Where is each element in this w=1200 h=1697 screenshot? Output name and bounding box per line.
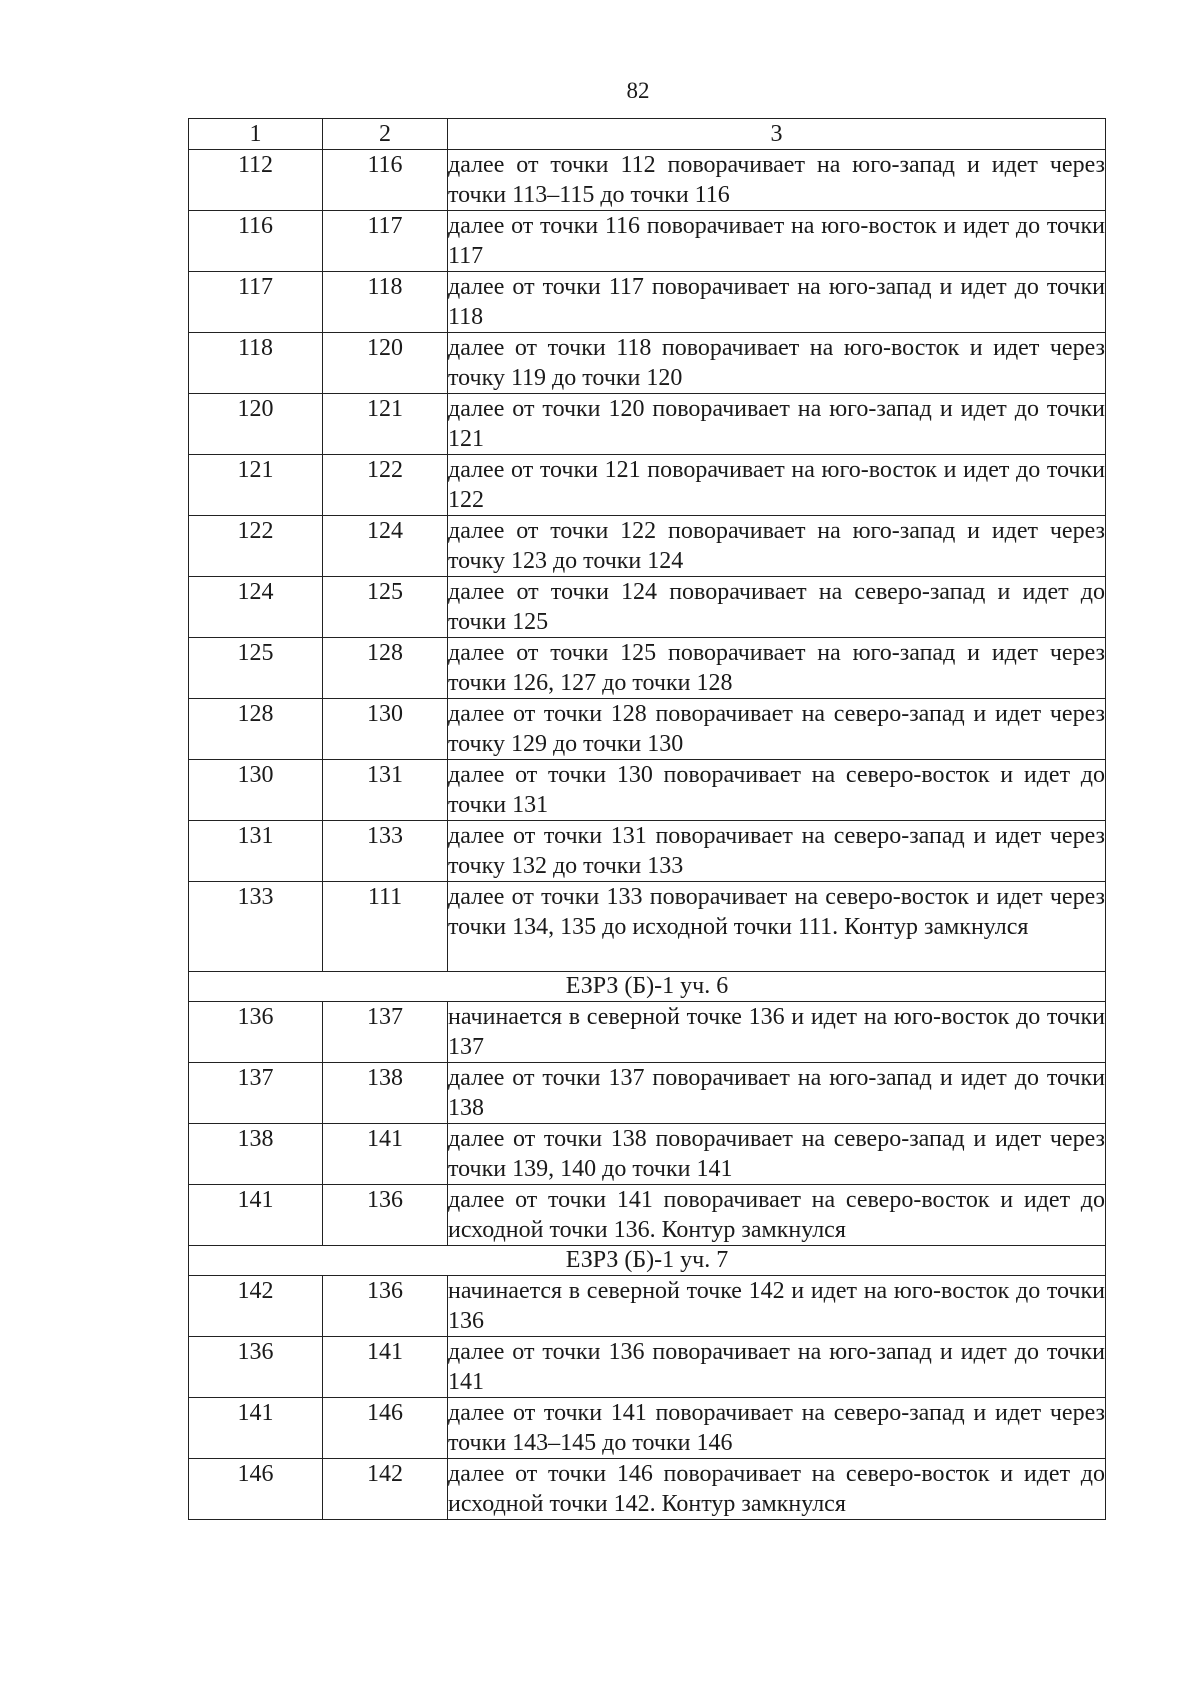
to-point-cell: 124 xyxy=(323,516,448,577)
description-cell: далее от точки 137 поворачивает на юго-запад и идет до точки 138 xyxy=(448,1063,1106,1124)
from-point-cell: 137 xyxy=(189,1063,323,1124)
table-body xyxy=(189,150,1106,1520)
table-row xyxy=(189,638,1106,699)
from-point-cell: 112 xyxy=(189,150,323,211)
table-row xyxy=(189,577,1106,638)
description-cell: далее от точки 130 поворачивает на северо-восток и идет до точки 131 xyxy=(448,760,1106,821)
from-point-cell: 116 xyxy=(189,211,323,272)
table-row xyxy=(189,1398,1106,1459)
description-cell: далее от точки 138 поворачивает на северо-запад и идет через точки 139, 140 до точки 141 xyxy=(448,1124,1106,1185)
to-point-cell: 137 xyxy=(323,1002,448,1063)
description-cell: далее от точки 118 поворачивает на юго-восток и идет через точку 119 до точки 120 xyxy=(448,333,1106,394)
table-row xyxy=(189,516,1106,577)
from-point-cell: 141 xyxy=(189,1398,323,1459)
description-cell: далее от точки 112 поворачивает на юго-запад и идет через точки 113–115 до точки 116 xyxy=(448,150,1106,211)
route-table xyxy=(188,118,1106,1520)
from-point-cell: 120 xyxy=(189,394,323,455)
table-row xyxy=(189,1459,1106,1520)
table-row xyxy=(189,394,1106,455)
to-point-cell: 142 xyxy=(323,1459,448,1520)
section-title: ЕЗРЗ (Б)-1 уч. 7 xyxy=(189,1246,1106,1276)
to-point-cell: 120 xyxy=(323,333,448,394)
from-point-cell: 142 xyxy=(189,1276,323,1337)
to-point-cell: 136 xyxy=(323,1185,448,1246)
section-title: ЕЗРЗ (Б)-1 уч. 6 xyxy=(189,972,1106,1002)
table-row xyxy=(189,211,1106,272)
table-row xyxy=(189,1337,1106,1398)
to-point-cell: 121 xyxy=(323,394,448,455)
header-row xyxy=(189,119,1106,150)
table-header xyxy=(189,119,1106,150)
description-cell: далее от точки 122 поворачивает на юго-запад и идет через точку 123 до точки 124 xyxy=(448,516,1106,577)
from-point-cell: 136 xyxy=(189,1002,323,1063)
to-point-cell: 117 xyxy=(323,211,448,272)
from-point-cell: 118 xyxy=(189,333,323,394)
to-point-cell: 136 xyxy=(323,1276,448,1337)
to-point-cell: 146 xyxy=(323,1398,448,1459)
from-point-cell: 125 xyxy=(189,638,323,699)
from-point-cell: 136 xyxy=(189,1337,323,1398)
header-col-2: 2 xyxy=(323,119,448,150)
table-row xyxy=(189,1276,1106,1337)
description-cell: далее от точки 125 поворачивает на юго-запад и идет через точки 126, 127 до точки 128 xyxy=(448,638,1106,699)
table-row xyxy=(189,333,1106,394)
to-point-cell: 130 xyxy=(323,699,448,760)
to-point-cell: 141 xyxy=(323,1124,448,1185)
description-cell: далее от точки 117 поворачивает на юго-запад и идет до точки 118 xyxy=(448,272,1106,333)
from-point-cell: 124 xyxy=(189,577,323,638)
table-row xyxy=(189,272,1106,333)
table-row xyxy=(189,455,1106,516)
section-row xyxy=(189,972,1106,1002)
to-point-cell: 116 xyxy=(323,150,448,211)
description-cell: далее от точки 136 поворачивает на юго-запад и идет до точки 141 xyxy=(448,1337,1106,1398)
description-cell: далее от точки 124 поворачивает на северо-запад и идет до точки 125 xyxy=(448,577,1106,638)
page-number: 82 xyxy=(626,78,650,103)
table-row xyxy=(189,821,1106,882)
description-cell: далее от точки 141 поворачивает на северо-запад и идет через точки 143–145 до точки 146 xyxy=(448,1398,1106,1459)
from-point-cell: 141 xyxy=(189,1185,323,1246)
table-row xyxy=(189,1063,1106,1124)
to-point-cell: 138 xyxy=(323,1063,448,1124)
table-row xyxy=(189,699,1106,760)
description-cell: далее от точки 131 поворачивает на северо-запад и идет через точку 132 до точки 133 xyxy=(448,821,1106,882)
from-point-cell: 121 xyxy=(189,455,323,516)
from-point-cell: 122 xyxy=(189,516,323,577)
from-point-cell: 117 xyxy=(189,272,323,333)
description-cell: далее от точки 141 поворачивает на северо-восток и идет до исходной точки 136. Контур замкнулся xyxy=(448,1185,1106,1246)
table-row xyxy=(189,150,1106,211)
table-row xyxy=(189,1002,1106,1063)
table-row xyxy=(189,760,1106,821)
to-point-cell: 131 xyxy=(323,760,448,821)
description-cell: далее от точки 120 поворачивает на юго-запад и идет до точки 121 xyxy=(448,394,1106,455)
section-row xyxy=(189,1246,1106,1276)
to-point-cell: 118 xyxy=(323,272,448,333)
from-point-cell: 128 xyxy=(189,699,323,760)
to-point-cell: 133 xyxy=(323,821,448,882)
table-row xyxy=(189,1185,1106,1246)
description-cell: начинается в северной точке 142 и идет на юго-восток до точки 136 xyxy=(448,1276,1106,1337)
from-point-cell: 138 xyxy=(189,1124,323,1185)
header-col-1: 1 xyxy=(189,119,323,150)
from-point-cell: 131 xyxy=(189,821,323,882)
table-row xyxy=(189,1124,1106,1185)
to-point-cell: 125 xyxy=(323,577,448,638)
from-point-cell: 146 xyxy=(189,1459,323,1520)
to-point-cell: 122 xyxy=(323,455,448,516)
to-point-cell: 128 xyxy=(323,638,448,699)
from-point-cell: 130 xyxy=(189,760,323,821)
from-point-cell: 133 xyxy=(189,882,323,972)
to-point-cell: 141 xyxy=(323,1337,448,1398)
description-cell: далее от точки 121 поворачивает на юго-восток и идет до точки 122 xyxy=(448,455,1106,516)
header-col-3: 3 xyxy=(448,119,1106,150)
description-cell: далее от точки 128 поворачивает на северо-запад и идет через точку 129 до точки 130 xyxy=(448,699,1106,760)
to-point-cell: 111 xyxy=(323,882,448,972)
description-cell: начинается в северной точке 136 и идет на юго-восток до точки 137 xyxy=(448,1002,1106,1063)
description-cell: далее от точки 133 поворачивает на северо-восток и идет через точки 134, 135 до исходной точки 111. Контур замкнулся xyxy=(448,882,1106,972)
description-cell: далее от точки 116 поворачивает на юго-восток и идет до точки 117 xyxy=(448,211,1106,272)
table-row xyxy=(189,882,1106,972)
description-cell: далее от точки 146 поворачивает на северо-восток и идет до исходной точки 142. Контур замкнулся xyxy=(448,1459,1106,1520)
